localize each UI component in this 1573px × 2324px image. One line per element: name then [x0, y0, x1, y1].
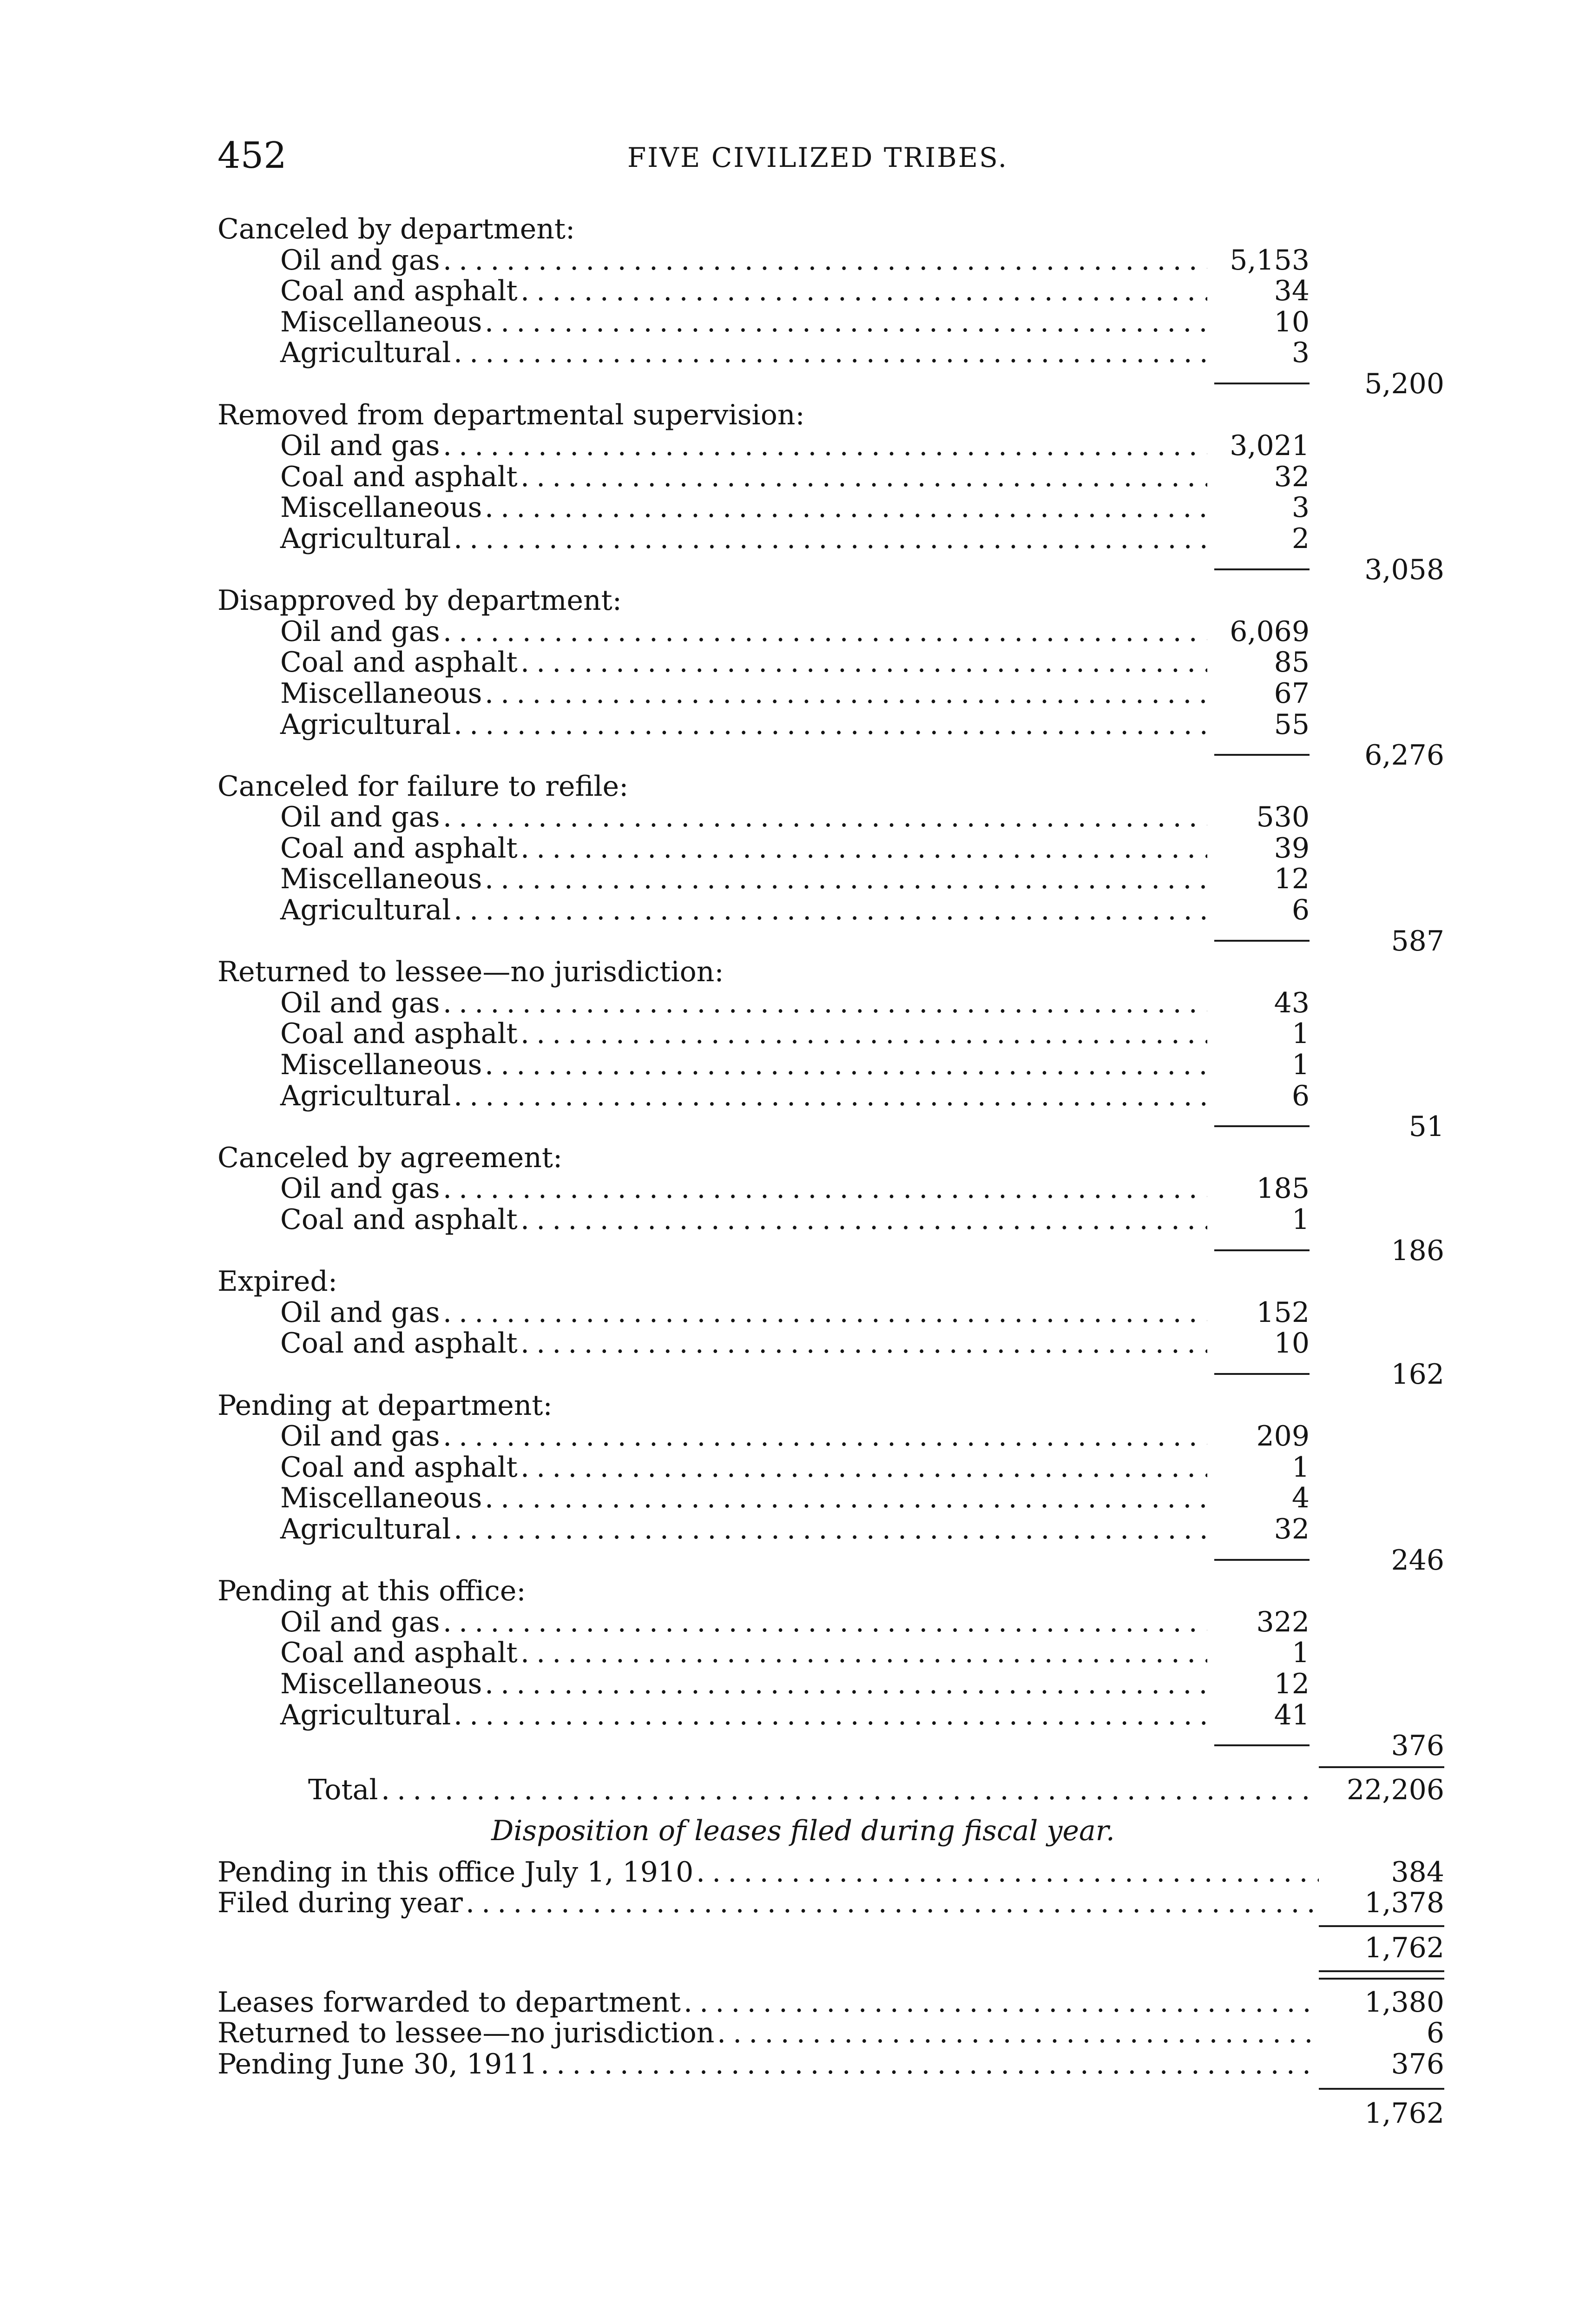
table-row	[217, 1081, 1444, 1112]
row-label: Coal and asphalt	[280, 275, 518, 308]
dot-leader	[443, 1297, 1207, 1328]
row-value: 67	[1274, 677, 1310, 710]
section-total: 6,276	[1364, 739, 1444, 772]
row-value: 1	[1291, 1451, 1310, 1484]
table-row	[217, 1297, 1444, 1328]
table-row	[217, 1637, 1444, 1669]
table-row	[217, 245, 1444, 276]
sum-rule	[1214, 383, 1310, 384]
dot-leader	[485, 678, 1207, 709]
row-value: 376	[1391, 2047, 1444, 2080]
section-heading: Disapproved by department:	[217, 584, 622, 617]
dot-leader	[454, 1514, 1207, 1545]
row-value: 41	[1274, 1698, 1310, 1731]
spacer	[217, 1847, 1444, 1857]
row-label: Coal and asphalt	[280, 1017, 518, 1050]
row-label: Miscellaneous	[280, 1049, 482, 1082]
row-label: Miscellaneous	[280, 1667, 482, 1700]
row-value: 6,069	[1230, 615, 1310, 648]
dot-leader	[485, 307, 1207, 337]
running-title: FIVE CIVILIZED TRIBES.	[627, 142, 1008, 173]
row-label: Oil and gas	[280, 1420, 440, 1453]
dot-leader	[485, 1050, 1207, 1080]
row-value: 322	[1256, 1605, 1310, 1638]
row-label: Oil and gas	[280, 986, 440, 1019]
table-row	[217, 523, 1444, 555]
row-label: Agricultural	[280, 1079, 451, 1112]
sum-rule	[1214, 1249, 1310, 1251]
grand-total-row	[217, 1775, 1444, 1806]
row-value: 5,153	[1230, 244, 1310, 277]
row-label: Agricultural	[280, 522, 451, 555]
sum-rule	[1214, 940, 1310, 942]
row-value: 1	[1291, 1017, 1310, 1050]
subtotal-row	[217, 369, 1444, 400]
sum-rule	[1319, 2088, 1444, 2090]
row-label: Agricultural	[280, 1512, 451, 1545]
row-label: Pending June 30, 1911	[217, 2047, 538, 2080]
row-label: Miscellaneous	[280, 863, 482, 896]
section-heading: Pending at this office:	[217, 1575, 526, 1608]
table-row	[217, 1483, 1444, 1514]
table-row	[217, 1018, 1444, 1050]
table-row	[217, 1669, 1444, 1700]
row-label: Leases forwarded to department	[217, 1986, 681, 2019]
disposition-total: 1,762	[1364, 2097, 1444, 2130]
dot-leader	[520, 1637, 1207, 1668]
section-heading: Returned to lessee—no jurisdiction:	[217, 956, 724, 989]
row-label: Oil and gas	[280, 429, 440, 462]
row-label: Oil and gas	[280, 1172, 440, 1205]
row-value: 384	[1391, 1855, 1444, 1888]
section-heading: Expired:	[217, 1265, 338, 1298]
dot-leader	[443, 802, 1207, 832]
table-row	[217, 1700, 1444, 1731]
table-row	[217, 1050, 1444, 1081]
disposition-subtotal: 1,762	[1364, 1932, 1444, 1965]
row-value: 1	[1291, 1203, 1310, 1236]
lease-statistics-table	[217, 214, 1444, 2129]
table-row	[217, 1204, 1444, 1235]
section-total: 246	[1391, 1544, 1444, 1577]
section-heading: Pending at department:	[217, 1389, 553, 1422]
row-label: Miscellaneous	[280, 1482, 482, 1515]
table-row	[217, 1607, 1444, 1638]
section-heading: Canceled by department:	[217, 213, 575, 245]
table-row	[217, 864, 1444, 895]
dot-leader	[696, 1857, 1319, 1888]
table-row	[217, 833, 1444, 864]
dot-leader	[485, 1483, 1207, 1513]
subtotal-row	[217, 1111, 1444, 1142]
subtotal-row	[217, 1545, 1444, 1576]
section-heading: Canceled by agreement:	[217, 1141, 563, 1174]
dot-leader	[454, 1081, 1207, 1111]
row-value: 152	[1256, 1296, 1310, 1329]
row-value: 530	[1256, 801, 1310, 834]
rule-row	[217, 2080, 1444, 2098]
row-value: 3,021	[1230, 429, 1310, 462]
row-value: 32	[1274, 1512, 1310, 1545]
section-total: 162	[1391, 1358, 1444, 1391]
section-total: 3,058	[1364, 553, 1444, 586]
subtotal-row	[217, 926, 1444, 957]
table-row	[217, 647, 1444, 678]
section-total: 376	[1391, 1730, 1444, 1763]
row-label: Coal and asphalt	[280, 1327, 518, 1360]
row-value: 12	[1274, 1667, 1310, 1700]
table-row	[217, 1857, 1444, 1888]
row-value: 32	[1274, 460, 1310, 493]
row-value: 4	[1291, 1482, 1310, 1515]
row-label: Pending in this office July 1, 1910	[217, 1855, 694, 1888]
row-value: 55	[1274, 708, 1310, 741]
section-total: 587	[1391, 924, 1444, 957]
dot-leader	[443, 1607, 1207, 1637]
row-label: Agricultural	[280, 708, 451, 741]
row-label: Oil and gas	[280, 244, 440, 277]
row-value: 6	[1291, 1079, 1310, 1112]
row-label: Miscellaneous	[280, 491, 482, 524]
table-row	[217, 1173, 1444, 1204]
sum-rule	[1214, 754, 1310, 756]
table-row	[217, 462, 1444, 493]
disposition-caption: Disposition of leases filed during fiscal year.	[491, 1815, 1115, 1848]
double-rule	[1319, 1970, 1444, 1980]
dot-leader	[520, 462, 1207, 492]
row-value: 10	[1274, 305, 1310, 338]
dot-leader	[520, 1018, 1207, 1049]
row-label: Coal and asphalt	[280, 646, 518, 679]
row-value: 22,206	[1347, 1773, 1444, 1806]
subtotal-row	[217, 555, 1444, 586]
dot-leader	[485, 864, 1207, 894]
grand-total-rule-row	[217, 1762, 1444, 1775]
row-value: 185	[1256, 1172, 1310, 1205]
table-row	[217, 678, 1444, 709]
section-heading: Canceled for failure to refile:	[217, 770, 629, 803]
row-label: Coal and asphalt	[280, 460, 518, 493]
table-row	[217, 2049, 1444, 2080]
row-label: Oil and gas	[280, 1296, 440, 1329]
dot-leader	[485, 492, 1207, 523]
row-value: 85	[1274, 646, 1310, 679]
row-label: Agricultural	[280, 894, 451, 927]
subtotal-row	[217, 1235, 1444, 1267]
row-value: 2	[1291, 522, 1310, 555]
dot-leader	[485, 1669, 1207, 1699]
sum-rule	[1214, 1559, 1310, 1561]
row-value: 6	[1291, 894, 1310, 927]
dot-leader	[443, 988, 1207, 1018]
row-label: Miscellaneous	[280, 677, 482, 710]
table-row	[217, 1328, 1444, 1359]
double-rule-row	[217, 1964, 1444, 1987]
dot-leader	[454, 709, 1207, 740]
sum-rule	[1319, 1925, 1444, 1927]
dot-leader	[466, 1888, 1319, 1918]
dot-leader	[454, 1700, 1207, 1730]
row-label: Miscellaneous	[280, 305, 482, 338]
spacer	[217, 1805, 1444, 1816]
dot-leader	[443, 1173, 1207, 1204]
sum-rule	[1214, 1125, 1310, 1127]
row-label: Oil and gas	[280, 801, 440, 834]
table-row	[217, 616, 1444, 647]
row-value: 10	[1274, 1327, 1310, 1360]
table-row	[217, 430, 1444, 462]
table-row	[217, 1421, 1444, 1452]
row-label: Coal and asphalt	[280, 1637, 518, 1670]
row-value: 1,378	[1364, 1887, 1444, 1920]
table-row	[217, 307, 1444, 338]
dot-leader	[520, 833, 1207, 864]
dot-leader	[520, 276, 1207, 306]
row-value: 1	[1291, 1637, 1310, 1670]
row-label: Returned to lessee—no jurisdiction	[217, 2017, 715, 2050]
row-label: Total	[308, 1773, 378, 1806]
subtotal-row	[217, 1359, 1444, 1390]
row-label: Coal and asphalt	[280, 1451, 518, 1484]
row-value: 1,380	[1364, 1986, 1444, 2019]
table-row	[217, 1452, 1444, 1483]
table-row	[217, 802, 1444, 833]
dot-leader	[443, 245, 1207, 276]
table-row	[217, 895, 1444, 926]
row-value: 12	[1274, 863, 1310, 896]
row-label: Agricultural	[280, 1698, 451, 1731]
row-label: Coal and asphalt	[280, 1203, 518, 1236]
table-row	[217, 492, 1444, 523]
table-row	[217, 337, 1444, 369]
table-row	[217, 1888, 1444, 1919]
dot-leader	[520, 1452, 1207, 1483]
sum-rule	[1214, 1373, 1310, 1375]
dot-leader	[381, 1775, 1319, 1805]
row-value: 209	[1256, 1420, 1310, 1453]
row-value: 39	[1274, 832, 1310, 865]
dot-leader	[717, 2018, 1319, 2048]
dot-leader	[454, 337, 1207, 368]
table-row	[217, 276, 1444, 307]
section-total: 186	[1391, 1234, 1444, 1267]
sum-rule	[1214, 1744, 1310, 1746]
row-label: Oil and gas	[280, 615, 440, 648]
row-value: 3	[1291, 491, 1310, 524]
dot-leader	[520, 647, 1207, 678]
dot-leader	[454, 895, 1207, 925]
row-value: 43	[1274, 986, 1310, 1019]
dot-leader	[443, 1421, 1207, 1452]
row-label: Agricultural	[280, 337, 451, 370]
table-row	[217, 988, 1444, 1019]
row-value: 6	[1426, 2017, 1444, 2050]
table-row	[217, 2018, 1444, 2049]
section-total: 51	[1408, 1110, 1444, 1143]
row-value: 3	[1291, 337, 1310, 370]
row-value: 34	[1274, 275, 1310, 308]
table-row	[217, 709, 1444, 740]
dot-leader	[454, 523, 1207, 554]
section-total: 5,200	[1364, 367, 1444, 400]
disposition-total-row	[217, 2098, 1444, 2129]
row-value: 1	[1291, 1049, 1310, 1082]
dot-leader	[684, 1987, 1319, 2018]
dot-leader	[540, 2049, 1319, 2080]
page-number: 452	[217, 135, 287, 177]
grand-total-rule	[1319, 1766, 1444, 1768]
section-heading: Removed from departmental supervision:	[217, 398, 805, 431]
dot-leader	[443, 430, 1207, 461]
row-label: Oil and gas	[280, 1605, 440, 1638]
table-row	[217, 1514, 1444, 1545]
dot-leader	[520, 1328, 1207, 1359]
subtotal-row	[217, 740, 1444, 771]
subtotal-row	[217, 1730, 1444, 1762]
dot-leader	[520, 1204, 1207, 1235]
table-row	[217, 1987, 1444, 2018]
sum-rule	[1214, 568, 1310, 570]
disposition-subtotal-row	[217, 1933, 1444, 1964]
row-label: Filed during year	[217, 1887, 463, 1920]
row-label: Coal and asphalt	[280, 832, 518, 865]
rule-row	[217, 1919, 1444, 1933]
dot-leader	[443, 616, 1207, 647]
